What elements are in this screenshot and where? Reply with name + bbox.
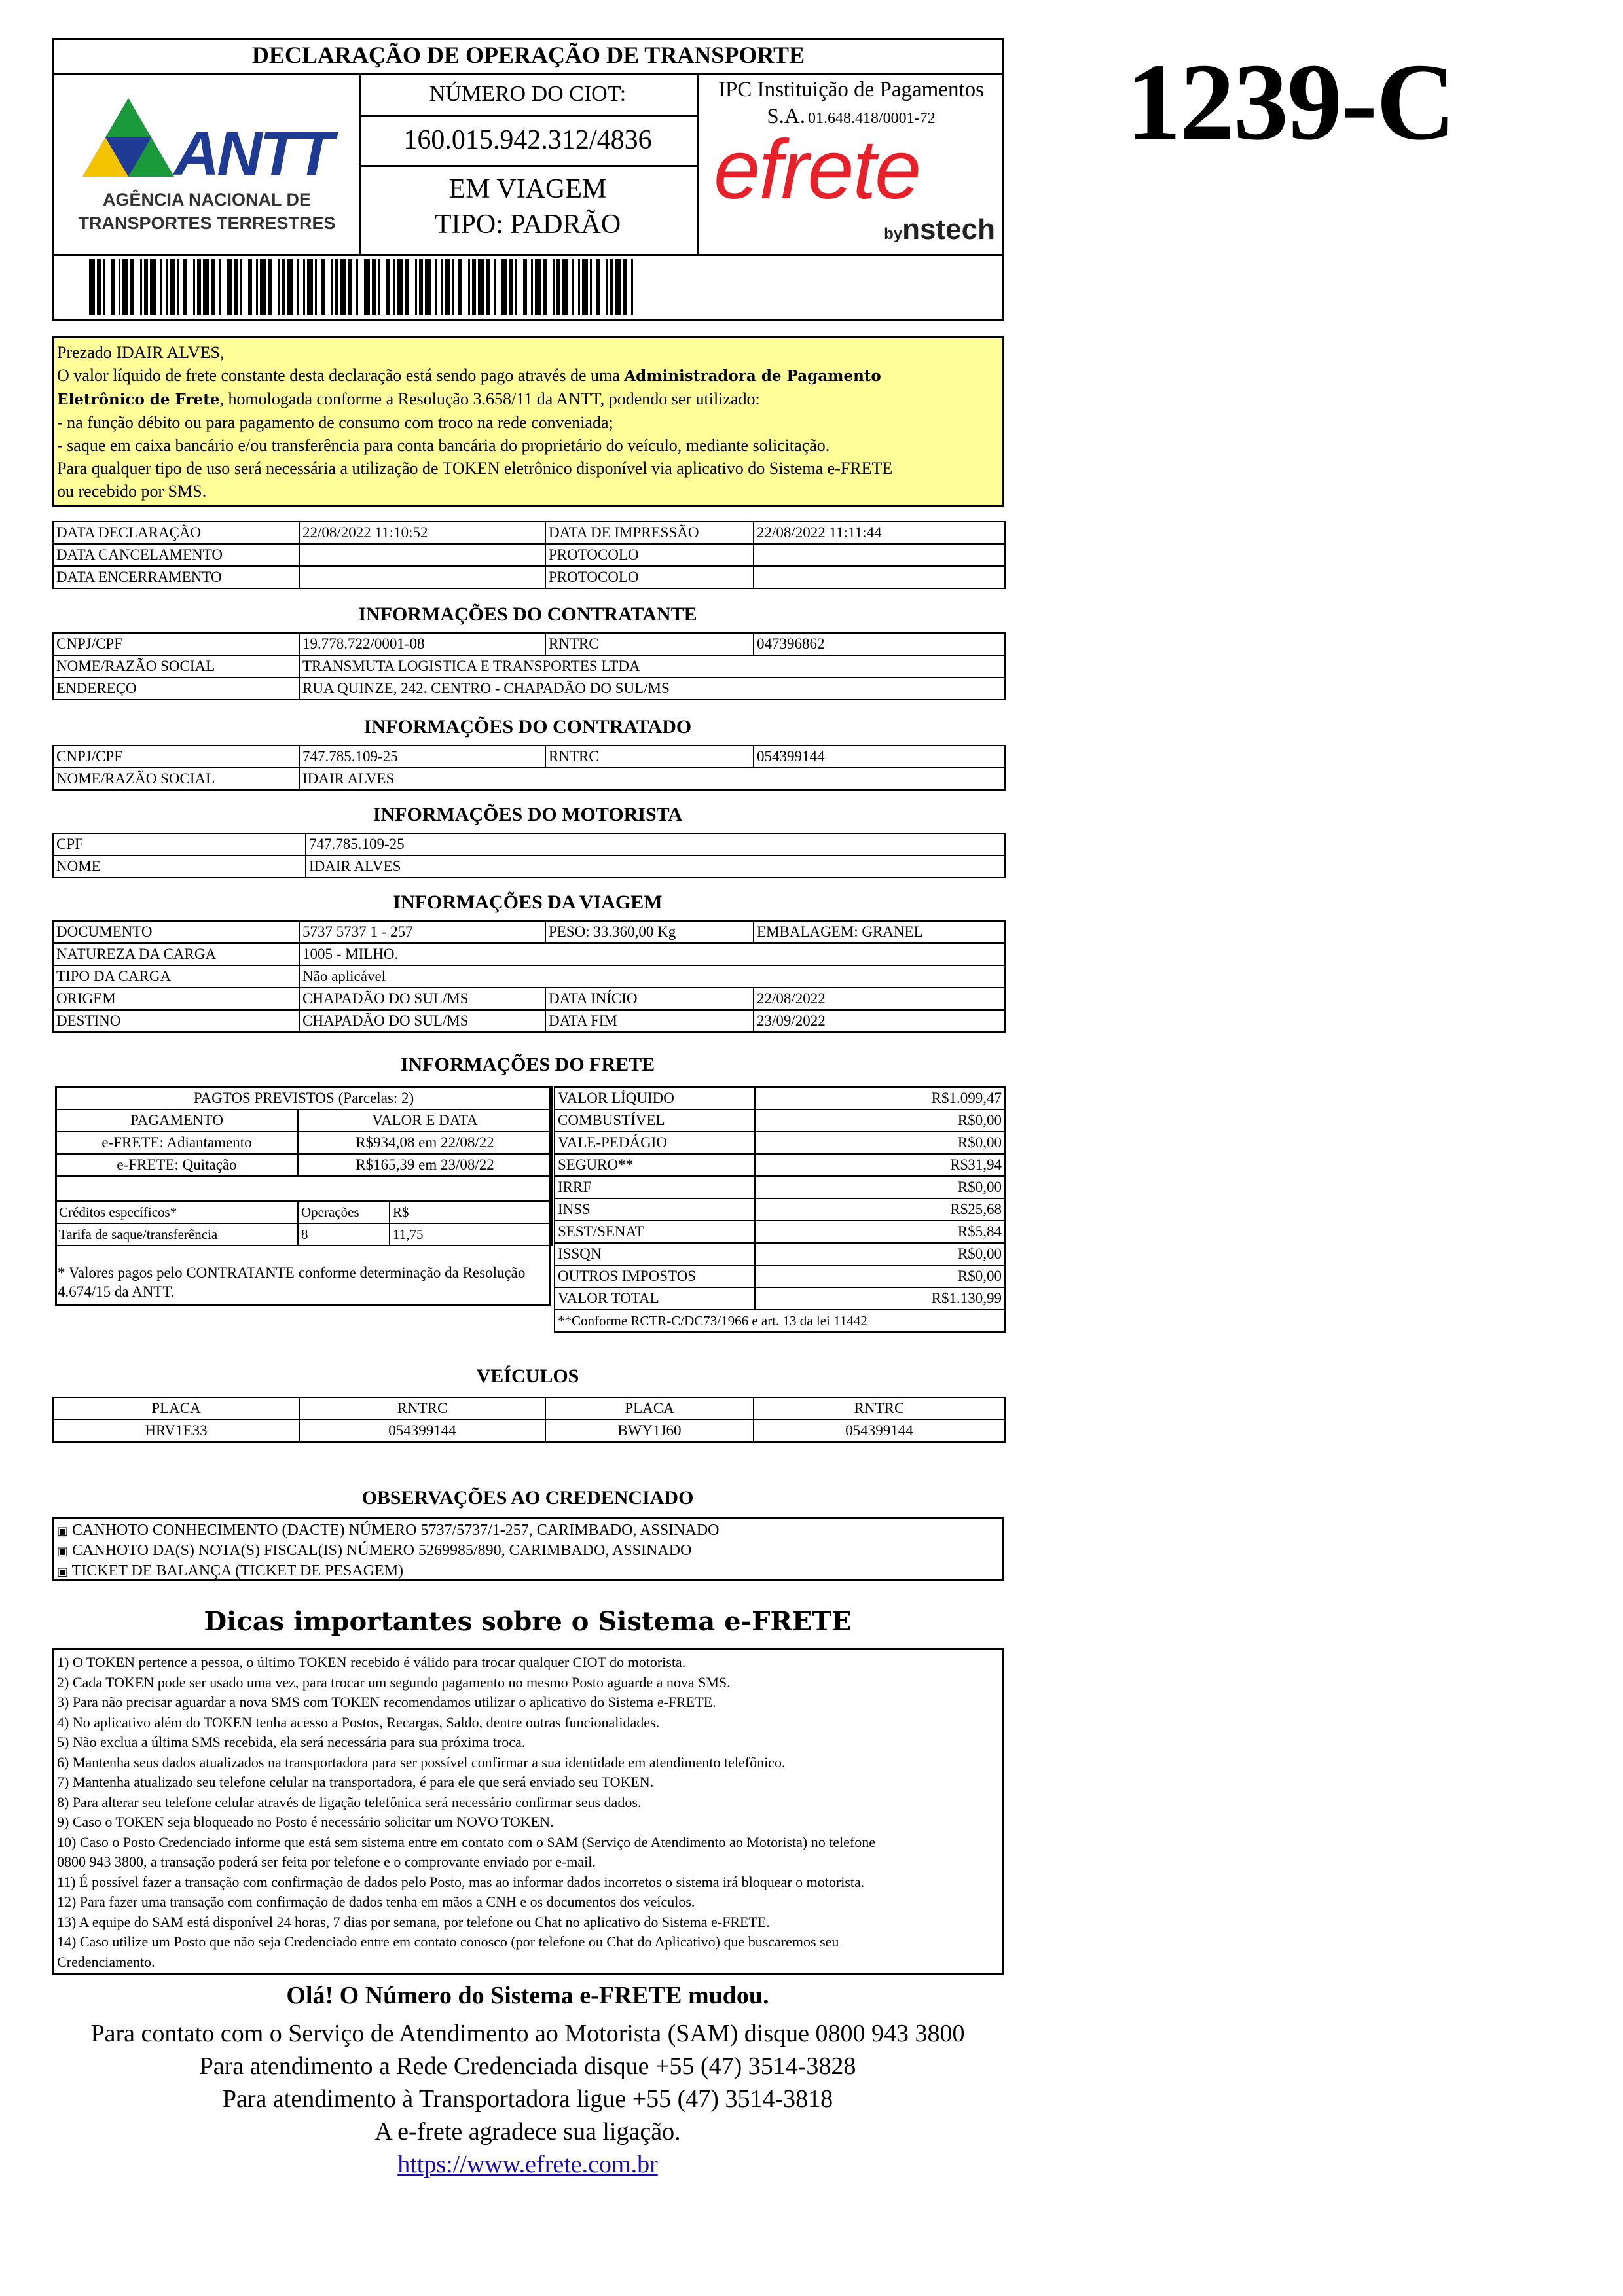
- contratado-table: [52, 745, 1006, 791]
- viagem-inicio-label: DATA INÍCIO: [545, 988, 754, 1010]
- footer-headline: Olá! O Número do Sistema e-FRETE mudou.: [286, 1982, 769, 2009]
- dica-line: 3) Para não precisar aguardar a nova SMS com TOKEN recomendamos utilizar o aplicativo do Sistema e-FRETE.: [57, 1694, 716, 1710]
- frete-value-amount: R$0,00: [755, 1243, 1005, 1265]
- pag2-value: R$165,39 em 23/08/22: [298, 1154, 552, 1176]
- frete-value-label: VALE-PEDÁGIO: [555, 1132, 755, 1154]
- decl-value: 22/08/2022 11:10:52: [299, 522, 545, 544]
- table-row: [53, 522, 1005, 544]
- veic-placa1: HRV1E33: [53, 1420, 299, 1442]
- contratante-rntrc-label: RNTRC: [545, 633, 754, 655]
- list-item: [57, 1561, 1000, 1581]
- protocolo-label: PROTOCOLO: [545, 544, 754, 566]
- veic-rntrc1: 054399144: [299, 1420, 545, 1442]
- viagem-origem: CHAPADÃO DO SUL/MS: [299, 988, 545, 1010]
- table-row: [555, 1265, 1005, 1287]
- ciot-divider-2: [359, 165, 697, 167]
- ipc-line1: IPC Instituição de Pagamentos: [718, 78, 985, 101]
- viagem-tipo-label: TIPO DA CARGA: [53, 965, 299, 988]
- notice-line3: - na função débito ou para pagamento de consumo com troco na rede conveniada;: [57, 413, 613, 432]
- contratado-cnpj: 747.785.109-25: [299, 745, 545, 768]
- ciot-label: NÚMERO DO CIOT:: [429, 82, 627, 106]
- contratante-table: [52, 632, 1006, 700]
- frete-value-label: VALOR LÍQUIDO: [555, 1087, 755, 1109]
- notice-greeting: Prezado IDAIR ALVES,: [57, 343, 225, 362]
- frete-value-amount: R$25,68: [755, 1198, 1005, 1221]
- dates-table: [52, 521, 1006, 589]
- ciot-divider: [359, 115, 697, 117]
- cancel-label: DATA CANCELAMENTO: [53, 544, 299, 566]
- contratante-title: INFORMAÇÕES DO CONTRATANTE: [358, 603, 697, 625]
- viagem-tipo: Não aplicável: [299, 965, 1005, 988]
- contratado-cnpj-label: CNPJ/CPF: [53, 745, 299, 768]
- footer-line2: Para atendimento a Rede Credenciada disque +55 (47) 3514-3828: [199, 2053, 856, 2080]
- table-row: [53, 655, 1005, 677]
- table-row: [555, 1310, 1005, 1332]
- table-row: [555, 1087, 1005, 1109]
- table-row: [53, 943, 1005, 965]
- notice-line2-b: , homologada conforme a Resolução 3.658/11 da ANTT, podendo ser utilizado:: [219, 389, 760, 408]
- checkbox-icon: ▣: [57, 1565, 69, 1578]
- frete-value-label: SEST/SENAT: [555, 1221, 755, 1243]
- tarifa-ops: 8: [298, 1223, 390, 1246]
- veic-h-rntrc1: RNTRC: [299, 1397, 545, 1420]
- pag1-name: e-FRETE: Adiantamento: [56, 1132, 298, 1154]
- notice-line1-b: Administradora de Pagamento: [624, 367, 881, 385]
- nstech-logo: [884, 213, 995, 251]
- list-item: [57, 1520, 1000, 1541]
- frete-value-label: INSS: [555, 1198, 755, 1221]
- obs-item-3: TICKET DE BALANÇA (TICKET DE PESAGEM): [71, 1562, 404, 1579]
- viagem-natureza-label: NATUREZA DA CARGA: [53, 943, 299, 965]
- dica-line: 7) Mantenha atualizado seu telefone celular na transportadora, é para ele que será enviado seu TOKEN.: [57, 1774, 654, 1790]
- veiculos-table: [52, 1397, 1006, 1443]
- table-row: [56, 1223, 552, 1246]
- payment-notice: [52, 336, 1004, 507]
- viagem-title: INFORMAÇÕES DA VIAGEM: [393, 891, 663, 913]
- veic-h-placa1: PLACA: [53, 1397, 299, 1420]
- antt-logo: [76, 85, 338, 242]
- notice-line1: [57, 364, 1000, 387]
- viagem-destino-label: DESTINO: [53, 1010, 299, 1032]
- frete-footnote: * Valores pagos pelo CONTRATANTE conforme determinação da Resolução 4.674/15 da ANTT.: [58, 1265, 526, 1300]
- ciot-number: 160.015.942.312/4836: [403, 125, 652, 155]
- viagem-natureza: 1005 - MILHO.: [299, 943, 1005, 965]
- col-pagamento: PAGAMENTO: [56, 1109, 298, 1132]
- table-row: [53, 677, 1005, 700]
- tarifa-label: Tarifa de saque/transferência: [56, 1223, 298, 1246]
- rs-label: R$: [390, 1201, 552, 1223]
- table-row: [56, 1154, 552, 1176]
- motorista-cpf-label: CPF: [53, 833, 306, 855]
- frete-values-table: [554, 1086, 1006, 1333]
- motorista-nome: IDAIR ALVES: [306, 855, 1005, 878]
- contratante-cnpj: 19.778.722/0001-08: [299, 633, 545, 655]
- table-row: [555, 1287, 1005, 1310]
- decl-label: DATA DECLARAÇÃO: [53, 522, 299, 544]
- frete-value-amount: R$0,00: [755, 1109, 1005, 1132]
- dica-line: 8) Para alterar seu telefone celular através de ligação telefônica será necessário confirmar seus dados.: [57, 1793, 642, 1810]
- antt-logo-text: ANTT: [174, 118, 331, 188]
- header-title: DECLARAÇÃO DE OPERAÇÃO DE TRANSPORTE: [251, 42, 805, 68]
- obs-item-1: CANHOTO CONHECIMENTO (DACTE) NÚMERO 5737/5737/1-257, CARIMBADO, ASSINADO: [72, 1522, 720, 1539]
- veic-placa2: BWY1J60: [545, 1420, 754, 1442]
- viagem-fim-label: DATA FIM: [545, 1010, 754, 1032]
- contratante-end-label: ENDEREÇO: [53, 677, 299, 700]
- table-row: [555, 1243, 1005, 1265]
- notice-line2-a: Eletrônico de Frete: [57, 391, 220, 408]
- viagem-doc-label: DOCUMENTO: [53, 921, 299, 943]
- veic-h-rntrc2: RNTRC: [754, 1397, 1005, 1420]
- doc-code: 1239-C: [1126, 41, 1455, 163]
- table-row: [53, 745, 1005, 768]
- dica-line: 0800 943 3800, a transação poderá ser feita por telefone e o comprovante enviado por e-mail.: [57, 1854, 596, 1870]
- pag2-name: e-FRETE: Quitação: [56, 1154, 298, 1176]
- contratante-rntrc: 047396862: [754, 633, 1005, 655]
- pagtos-header: PAGTOS PREVISTOS (Parcelas: 2): [56, 1087, 552, 1109]
- print-value: 22/08/2022 11:11:44: [754, 522, 1005, 544]
- viagem-destino: CHAPADÃO DO SUL/MS: [299, 1010, 545, 1032]
- barcode-icon: [89, 259, 639, 315]
- table-row: [53, 566, 1005, 588]
- nstech-text: nstech: [902, 213, 995, 245]
- veic-h-placa2: PLACA: [545, 1397, 754, 1420]
- viagem-origem-label: ORIGEM: [53, 988, 299, 1010]
- table-row: [53, 965, 1005, 988]
- efrete-logo-text: efrete: [714, 123, 921, 217]
- motorista-cpf: 747.785.109-25: [306, 833, 1005, 855]
- dica-line: 4) No aplicativo além do TOKEN tenha acesso a Postos, Recargas, Saldo, dentre outras funcionalidades.: [57, 1713, 660, 1731]
- close-label: DATA ENCERRAMENTO: [53, 566, 299, 588]
- table-row: [56, 1176, 552, 1201]
- notice-line2: [57, 387, 1000, 411]
- table-row: [56, 1132, 552, 1154]
- table-row: [53, 921, 1005, 943]
- table-row: [53, 1397, 1005, 1420]
- veic-rntrc2: 054399144: [754, 1420, 1005, 1442]
- viagem-inicio: 22/08/2022: [754, 988, 1005, 1010]
- status-text: EM VIAGEM: [448, 174, 607, 204]
- frete-value-amount: R$1.130,99: [755, 1287, 1005, 1310]
- contratado-rntrc: 054399144: [754, 745, 1005, 768]
- pagtos-spacer: [56, 1176, 552, 1201]
- close-value: [299, 566, 545, 588]
- frete-value-amount: R$1.099,47: [755, 1087, 1005, 1109]
- contratado-nome-label: NOME/RAZÃO SOCIAL: [53, 768, 299, 790]
- table-row: [555, 1154, 1005, 1176]
- table-row: [53, 988, 1005, 1010]
- observacoes-title: OBSERVAÇÕES AO CREDENCIADO: [361, 1487, 694, 1509]
- header-divider: [52, 73, 1004, 75]
- frete-value-label: SEGURO**: [555, 1154, 755, 1176]
- table-row: [56, 1109, 552, 1132]
- dica-line: 12) Para fazer uma transação com confirmação de dados tenha em mãos a CNH e os documentos dos veículos.: [57, 1893, 695, 1910]
- frete-value-amount: R$5,84: [755, 1221, 1005, 1243]
- table-row: [555, 1221, 1005, 1243]
- col-valor: VALOR E DATA: [298, 1109, 552, 1132]
- contratado-title: INFORMAÇÕES DO CONTRATADO: [363, 716, 692, 738]
- tarifa-value: 11,75: [390, 1223, 552, 1246]
- operacoes-label: Operações: [298, 1201, 390, 1223]
- table-row: [56, 1087, 552, 1109]
- header-divider-2: [52, 254, 1004, 256]
- viagem-fim: 23/09/2022: [754, 1010, 1005, 1032]
- pagtos-table: [55, 1086, 553, 1246]
- checkbox-icon: ▣: [57, 1524, 69, 1537]
- ipc-sa: S.A.: [767, 105, 805, 128]
- footer-line4: A e-frete agradece sua ligação.: [374, 2118, 681, 2145]
- protocolo-value-2: [754, 566, 1005, 588]
- dica-line: 9) Caso o TOKEN seja bloqueado no Posto é necessário solicitar um NOVO TOKEN.: [57, 1814, 554, 1830]
- tipo-text: TIPO: PADRÃO: [434, 209, 621, 240]
- footer-line3: Para atendimento à Transportadora ligue +55 (47) 3514-3818: [222, 2085, 833, 2113]
- footer-link-wrap: [52, 2148, 1003, 2181]
- motorista-title: INFORMAÇÕES DO MOTORISTA: [373, 804, 683, 825]
- dicas-title: Dicas importantes sobre o Sistema e-FRETE: [204, 1606, 852, 1637]
- seguro-note: **Conforme RCTR-C/DC73/1966 e art. 13 da lei 11442: [555, 1310, 1005, 1332]
- frete-value-amount: R$0,00: [755, 1132, 1005, 1154]
- dica-line: 13) A equipe do SAM está disponível 24 horas, 7 dias por semana, por telefone ou Chat no aplicativo do Sistema e-FRETE.: [57, 1913, 770, 1930]
- footer-line1: Para contato com o Serviço de Atendimento ao Motorista (SAM) disque 0800 943 3800: [90, 2020, 965, 2047]
- frete-value-label: COMBUSTÍVEL: [555, 1109, 755, 1132]
- frete-value-amount: R$31,94: [755, 1154, 1005, 1176]
- veiculos-title: VEÍCULOS: [476, 1365, 579, 1387]
- motorista-table: [52, 833, 1006, 878]
- frete-title: INFORMAÇÕES DO FRETE: [400, 1054, 655, 1075]
- dica-line: 11) É possível fazer a transação com confirmação de dados pelo Posto, mas ao informar dados incorretos o sistema irá bloquear o motorista.: [57, 1873, 865, 1890]
- dica-line: 14) Caso utilize um Posto que não seja Credenciado entre em contato conosco (por telefone ou Chat do Aplicativo) que buscaremos seu: [57, 1933, 839, 1950]
- notice-line5: Para qualquer tipo de uso será necessária a utilização de TOKEN eletrônico disponível via aplicativo do Sistema e-FRETE: [57, 459, 893, 478]
- table-row: [56, 1201, 552, 1223]
- frete-value-label: ISSQN: [555, 1243, 755, 1265]
- dicas-box: [52, 1648, 1004, 1975]
- table-row: [53, 1010, 1005, 1032]
- efrete-logo: [714, 123, 995, 249]
- table-row: [53, 633, 1005, 655]
- contratante-cnpj-label: CNPJ/CPF: [53, 633, 299, 655]
- contratado-nome: IDAIR ALVES: [299, 768, 1005, 790]
- table-row: [555, 1198, 1005, 1221]
- antt-name-line2: TRANSPORTES TERRESTRES: [78, 213, 336, 233]
- protocolo-label-2: PROTOCOLO: [545, 566, 754, 588]
- contratante-endereco: RUA QUINZE, 242. CENTRO - CHAPADÃO DO SUL/MS: [299, 677, 1005, 700]
- dica-line: 10) Caso o Posto Credenciado informe que está sem sistema entre em contato com o SAM (Serviço de Atendimento ao Motorista) no telefone: [57, 1833, 876, 1850]
- notice-line6: ou recebido por SMS.: [57, 482, 207, 501]
- pag1-value: R$934,08 em 22/08/22: [298, 1132, 552, 1154]
- viagem-table: [52, 920, 1006, 1033]
- dica-line: 5) Não exclua a última SMS recebida, ela será necessária para sua próxima troca.: [57, 1734, 526, 1750]
- table-row: [555, 1132, 1005, 1154]
- frete-value-label: VALOR TOTAL: [555, 1287, 755, 1310]
- contratante-nome: TRANSMUTA LOGISTICA E TRANSPORTES LTDA: [299, 655, 1005, 677]
- notice-line4: - saque em caixa bancário e/ou transferência para conta bancária do proprietário do veículo, mediante solicitação.: [57, 436, 830, 455]
- contratante-nome-label: NOME/RAZÃO SOCIAL: [53, 655, 299, 677]
- viagem-doc: 5737 5737 1 - 257: [299, 921, 545, 943]
- dica-line: 2) Cada TOKEN pode ser usado uma vez, para trocar um segundo pagamento no mesmo Posto aguarde a nova SMS.: [57, 1674, 731, 1691]
- ipc-cnpj: 01.648.418/0001-72: [808, 110, 936, 127]
- observacoes-box: [52, 1517, 1004, 1581]
- frete-value-amount: R$0,00: [755, 1176, 1005, 1198]
- dica-line: 1) O TOKEN pertence a pessoa, o último TOKEN recebido é válido para trocar qualquer CIOT do motorista.: [57, 1654, 686, 1670]
- table-row: [53, 833, 1005, 855]
- table-row: [555, 1109, 1005, 1132]
- frete-value-label: IRRF: [555, 1176, 755, 1198]
- efrete-website-link[interactable]: https://www.efrete.com.br: [397, 2151, 658, 2178]
- viagem-peso: PESO: 33.360,00 Kg: [545, 921, 754, 943]
- table-row: [53, 855, 1005, 878]
- dica-line: 6) Mantenha seus dados atualizados na transportadora para ser possível confirmar a sua identidade em atendimento telefônico.: [57, 1753, 786, 1770]
- table-row: [53, 1420, 1005, 1442]
- antt-name-line1: AGÊNCIA NACIONAL DE: [102, 190, 311, 209]
- protocolo-value: [754, 544, 1005, 566]
- table-row: [555, 1176, 1005, 1198]
- viagem-embalagem: EMBALAGEM: GRANEL: [754, 921, 1005, 943]
- creditos-label: Créditos específicos*: [56, 1201, 298, 1223]
- cancel-value: [299, 544, 545, 566]
- list-item: [57, 1541, 1000, 1561]
- nstech-by: by: [884, 225, 903, 243]
- print-label: DATA DE IMPRESSÃO: [545, 522, 754, 544]
- notice-line1-a: O valor líquido de frete constante desta declaração está sendo pago através de uma: [57, 366, 625, 385]
- obs-item-2: CANHOTO DA(S) NOTA(S) FISCAL(IS) NÚMERO 5269985/890, CARIMBADO, ASSINADO: [72, 1542, 692, 1559]
- dica-line: Credenciamento.: [57, 1953, 155, 1970]
- motorista-nome-label: NOME: [53, 855, 306, 878]
- frete-value-amount: R$0,00: [755, 1265, 1005, 1287]
- table-row: [53, 544, 1005, 566]
- checkbox-icon: ▣: [57, 1545, 69, 1558]
- table-row: [53, 768, 1005, 790]
- frete-value-label: OUTROS IMPOSTOS: [555, 1265, 755, 1287]
- contratado-rntrc-label: RNTRC: [545, 745, 754, 768]
